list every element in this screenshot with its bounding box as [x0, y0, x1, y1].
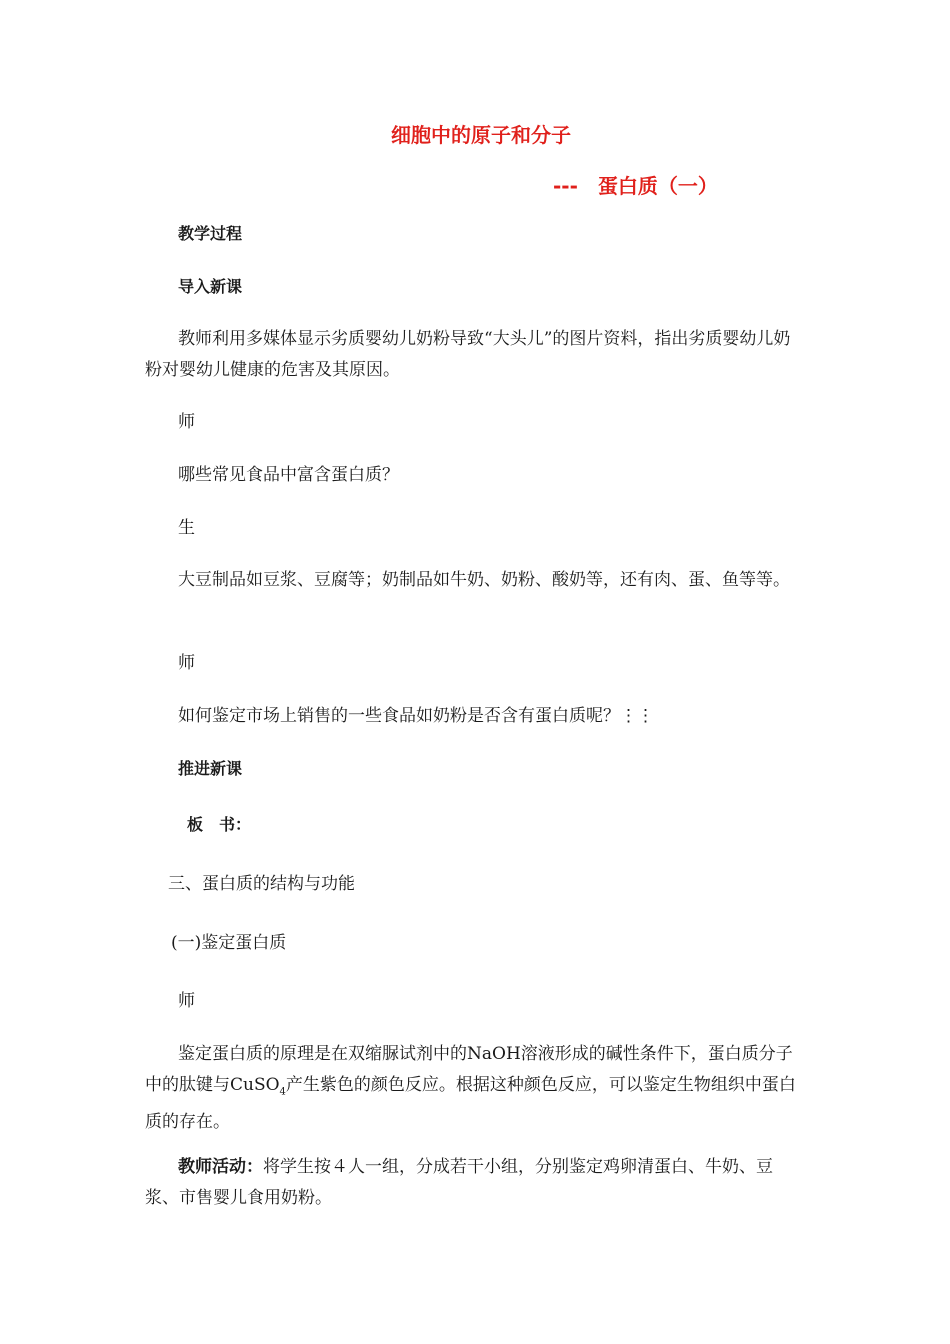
principle-text-part1: 鉴定蛋白质的原理是在双缩脲试剂中的NaOH溶液形成的碱性条件下，蛋白质分子中的肽键与CuSO — [145, 1044, 793, 1095]
principle-text-part2: 产生紫色的颜色反应。根据这种颜色反应，可以鉴定生物组织中蛋白质的存在。 — [145, 1075, 796, 1133]
question-protein-foods: 哪些常见食品中富含蛋白质？ — [178, 465, 399, 485]
heading-teaching-process: 教学过程 — [178, 224, 243, 243]
teacher-activity-text: 将学生按４人一组，分成若干小组，分别鉴定鸡卵清蛋白、牛奶、豆浆、市售婴儿食用奶粉。 — [145, 1157, 773, 1208]
document-subtitle: --- 蛋白质（一） — [553, 174, 718, 198]
sulfate-subscript: 4 — [279, 1086, 286, 1098]
teacher-activity-paragraph — [145, 1152, 805, 1214]
heading-advance-lesson: 推进新课 — [178, 759, 243, 778]
intro-paragraph: 教师利用多媒体显示劣质婴幼儿奶粉导致“大头儿”的图片资料，指出劣质婴幼儿奶粉对婴幼儿健康的危害及其原因。 — [145, 329, 791, 380]
speaker-teacher: 师 — [178, 991, 195, 1011]
heading-intro-lesson: 导入新课 — [178, 277, 243, 296]
question-identify-protein: 如何鉴定市场上销售的一些食品如奶粉是否含有蛋白质呢？⋮⋮ — [178, 706, 654, 726]
answer-protein-foods: 大豆制品如豆浆、豆腐等；奶制品如牛奶、奶粉、酸奶等，还有肉、蛋、鱼等等。 — [178, 570, 790, 590]
board-label: 板 书： — [187, 815, 252, 834]
speaker-teacher: 师 — [178, 653, 195, 673]
section-heading-structure-function: 三、蛋白质的结构与功能 — [168, 874, 355, 894]
speaker-student: 生 — [178, 518, 195, 538]
subsection-heading-identify-protein: (一)鉴定蛋白质 — [171, 933, 287, 953]
principle-paragraph — [145, 1039, 805, 1138]
speaker-teacher: 师 — [178, 412, 195, 432]
document-title: 细胞中的原子和分子 — [391, 123, 571, 147]
teacher-activity-label: 教师活动： — [178, 1157, 263, 1177]
